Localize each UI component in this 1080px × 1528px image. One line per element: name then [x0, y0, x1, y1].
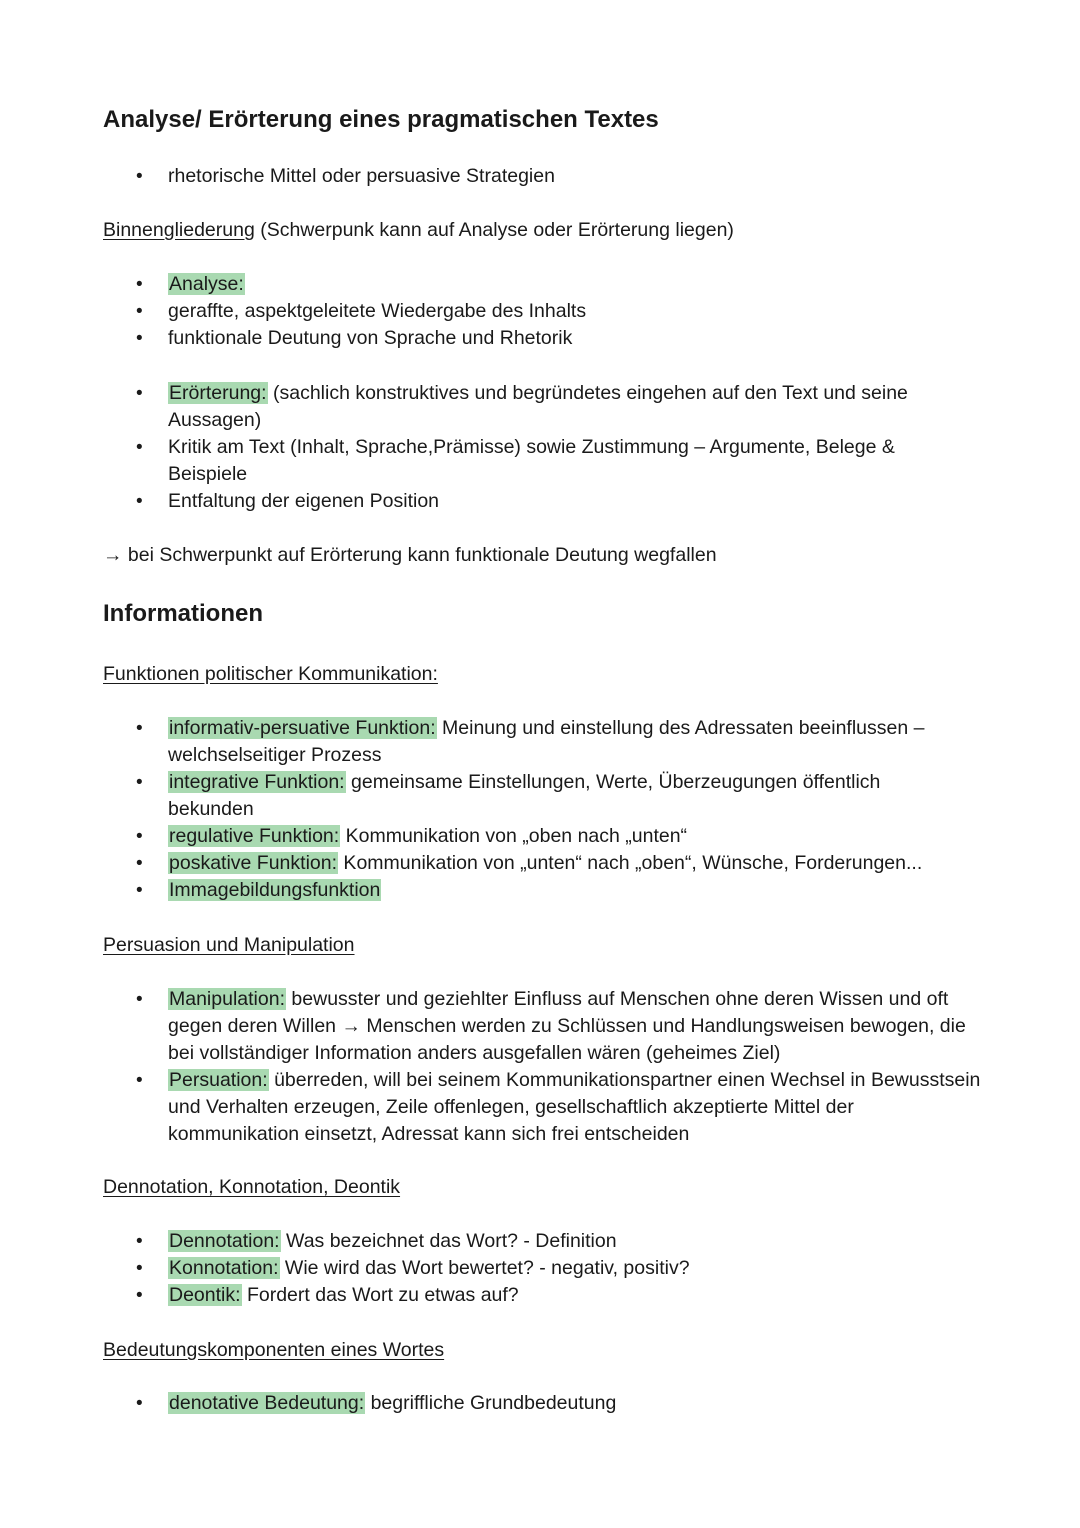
highlight-term: Persuation: [169, 1069, 268, 1091]
persuasion-list [103, 986, 983, 1148]
denotation-subheading: Dennotation, Konnotation, Deontik [103, 1176, 401, 1198]
list-item: • Deontik: Fordert das Wort zu etwas auf? [103, 1282, 983, 1309]
bullet-icon: • [136, 772, 143, 793]
list-item: • poskative Funktion: Kommunikation von „unten“ nach „oben“, Wünsche, Forderungen... [103, 850, 963, 877]
bullet-icon: • [136, 1393, 143, 1414]
funktionen-subheading: Funktionen politischer Kommunikation: [103, 663, 438, 685]
bullet-icon: • [136, 274, 143, 295]
highlight-term: integrative Funktion: [169, 771, 345, 793]
bullet-icon: • [136, 880, 143, 901]
section-title-informationen: Informationen [103, 600, 263, 627]
highlight-term: Dennotation: [169, 1230, 280, 1252]
bullet-icon: • [136, 989, 143, 1010]
binnen-heading: Binnengliederung [103, 219, 255, 241]
binnen-subheading [103, 217, 734, 244]
list-item: • Kritik am Text (Inhalt, Sprache,Prämisse) sowie Zustimmung – Argumente, Belege & Beispiele [136, 436, 895, 485]
conclusion-note: → bei Schwerpunkt auf Erörterung kann funktionale Deutung wegfallen [103, 544, 717, 566]
bullet-icon: • [136, 718, 143, 739]
bullet-icon: • [136, 1231, 143, 1252]
highlight-term: poskative Funktion: [169, 852, 338, 874]
bullet-icon: • [136, 166, 143, 187]
list-item: • Erörterung: (sachlich konstruktives und begründetes eingehen auf den Text und seine Aussagen) [136, 382, 908, 431]
list-item: • Persuation: überreden, will bei seinem Kommunikationspartner einen Wechsel in Bewusstsein und Verhalten erzeugen, Zeile offenlegen, gesellschaftlich akzeptierte Mittel der kommunikation einsetzt, Adressat kann sich frei entscheiden [136, 1069, 981, 1145]
highlight-term: Manipulation: [169, 988, 285, 1010]
bullet-icon: • [136, 853, 143, 874]
denotation-list [103, 1228, 983, 1309]
bullet-icon: • [136, 1285, 143, 1306]
page-title: Analyse/ Erörterung eines pragmatischen Textes [103, 106, 659, 133]
intro-list [103, 163, 983, 190]
bullet-icon: • [136, 826, 143, 847]
bullet-icon: • [136, 1070, 143, 1091]
bullet-icon: • [136, 437, 143, 458]
highlight-term: Deontik: [169, 1284, 241, 1306]
bullet-icon: • [136, 491, 143, 512]
list-item: • integrative Funktion: gemeinsame Einstellungen, Werte, Überzeugungen öffentlich bekunden [136, 771, 881, 820]
highlight-term: Immagebildungsfunktion [169, 879, 381, 901]
list-item: • funktionale Deutung von Sprache und Rhetorik [103, 325, 983, 352]
list-item: • Manipulation: bewusster und geziehlter Einfluss auf Menschen ohne deren Wissen und oft gegen deren Willen → Menschen werden zu Schlüssen und Handlungsweisen bewogen, die bei vollständiger Information anders ausgefallen wären (geheimes Ziel) [136, 988, 966, 1064]
list-item: • Entfaltung der eigenen Position [103, 488, 963, 515]
highlight-term: informativ-persuative Funktion: [169, 717, 436, 739]
list-item [103, 877, 963, 904]
bedeutung-list [103, 1390, 983, 1417]
highlight-term: Erörterung: [169, 382, 267, 404]
list-item: • Konnotation: Wie wird das Wort bewertet? - negativ, positiv? [103, 1255, 983, 1282]
list-item [103, 271, 983, 298]
bullet-icon: • [136, 1258, 143, 1279]
analyse-list [103, 271, 983, 352]
bullet-icon: • [136, 301, 143, 322]
bedeutung-subheading: Bedeutungskomponenten eines Wortes [103, 1339, 445, 1361]
list-item: • Dennotation: Was bezeichnet das Wort? - Definition [103, 1228, 983, 1255]
list-item: • rhetorische Mittel oder persuasive Strategien [103, 163, 983, 190]
persuasion-subheading: Persuasion und Manipulation [103, 934, 355, 956]
eroerterung-list [103, 380, 963, 515]
list-item: • denotative Bedeutung: begriffliche Grundbedeutung [103, 1390, 983, 1417]
highlight-term: regulative Funktion: [169, 825, 340, 847]
highlight-term: Analyse: [169, 273, 244, 295]
highlight-term: denotative Bedeutung: [169, 1392, 365, 1414]
highlight-term: Konnotation: [169, 1257, 279, 1279]
list-item: • regulative Funktion: Kommunikation von „oben nach „unten“ [103, 823, 963, 850]
list-item: • informativ-persuative Funktion: Meinung und einstellung des Adressaten beeinflussen – welchselseitiger Prozess [136, 717, 925, 766]
bullet-icon: • [136, 383, 143, 404]
binnen-note: (Schwerpunk kann auf Analyse oder Erörterung liegen) [254, 219, 734, 241]
list-item: • geraffte, aspektgeleitete Wiedergabe des Inhalts [103, 298, 983, 325]
funktionen-list [103, 715, 963, 904]
bullet-icon: • [136, 328, 143, 349]
